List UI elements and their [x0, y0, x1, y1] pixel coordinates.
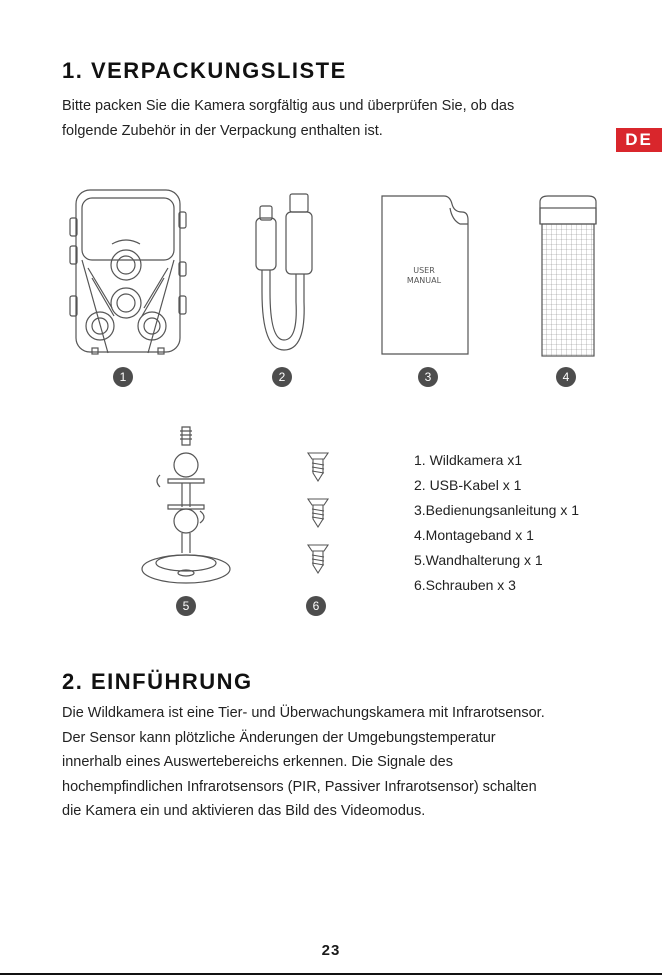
language-badge: DE: [616, 128, 662, 152]
usb-cable-illustration: [244, 192, 324, 357]
section-2-body: [62, 701, 632, 824]
item-number-3: 3: [418, 367, 438, 387]
body-line: Der Sensor kann plötzliche Änderungen der Umgebungstemperatur: [62, 729, 496, 746]
list-item: 5.Wandhalterung x 1: [414, 552, 543, 568]
item-number-6: 6: [306, 596, 326, 616]
item-number-4: 4: [556, 367, 576, 387]
list-item: 1. Wildkamera x1: [414, 452, 523, 468]
manual-cover-line: USER: [413, 266, 435, 275]
manual-cover-line: MANUAL: [406, 276, 442, 285]
package-contents-list: [414, 448, 579, 598]
mounting-strap-illustration: [536, 194, 600, 358]
intro-line: Bitte packen Sie die Kamera sorgfältig aus und überprüfen Sie, ob das: [62, 98, 515, 114]
wall-mount-illustration: [138, 425, 234, 587]
body-line: hochempfindlichen Infrarotsensors (PIR, Passiver Infrarotsensor) schalten: [62, 778, 537, 795]
page-number: 23: [321, 942, 341, 959]
body-line: Die Wildkamera ist eine Tier- und Überwachungskamera mit Infrarotsensor.: [62, 705, 545, 721]
section-1-intro: [62, 94, 622, 143]
list-item: 3.Bedienungsanleitung x 1: [414, 502, 580, 518]
screws-illustration: [306, 451, 330, 579]
item-number-1: 1: [113, 367, 133, 387]
list-item: 2. USB-Kabel x 1: [414, 477, 522, 493]
list-item: 4.Montageband x 1: [414, 527, 534, 543]
list-item: 6.Schrauben x 3: [414, 577, 516, 593]
intro-line: folgende Zubehör in der Verpackung enthalten ist.: [62, 122, 383, 139]
body-line: die Kamera ein und aktivieren das Bild des Videomodus.: [62, 803, 426, 819]
body-line: innerhalb eines Auswertebereichs erkennen. Die Signale des: [62, 754, 453, 770]
item-number-2: 2: [272, 367, 292, 387]
trail-camera-illustration: [68, 188, 188, 358]
section-1-title: 1. VERPACKUNGSLISTE: [62, 58, 347, 83]
item-number-5: 5: [176, 596, 196, 616]
section-2-title: 2. EINFÜHRUNG: [62, 669, 253, 694]
manual-cover-text: [380, 266, 468, 286]
footer-rule: [0, 973, 662, 975]
